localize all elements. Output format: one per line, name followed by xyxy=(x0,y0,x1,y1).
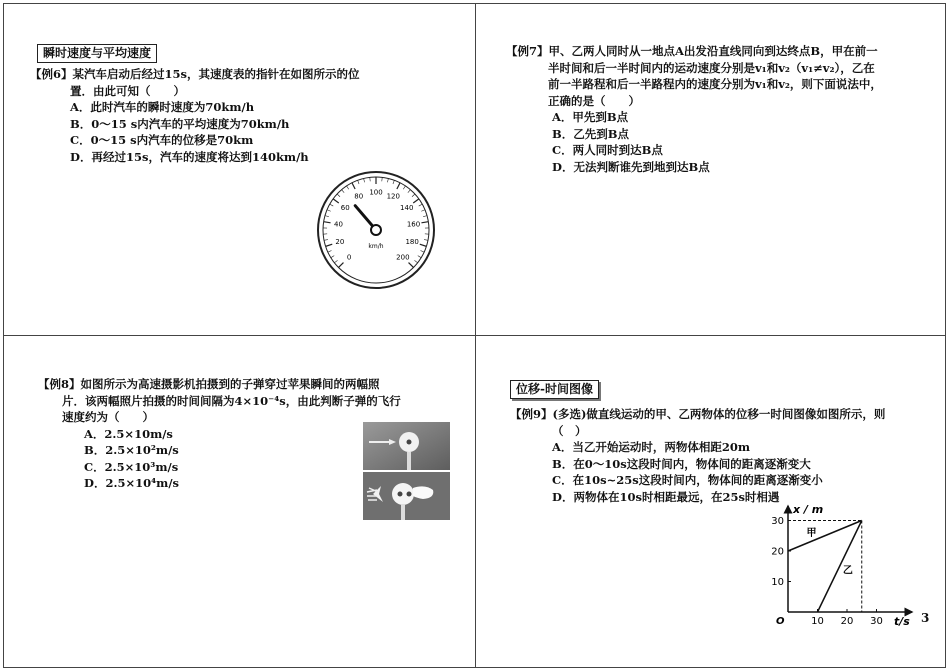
gauge-unit-label: km/h xyxy=(368,243,384,250)
q8-option-a: A．2.5×10m/s xyxy=(84,426,173,441)
section-title-instant-velocity: 瞬时速度与平均速度 xyxy=(37,44,157,63)
x-axis-label: t/s xyxy=(894,615,910,628)
x-tick-label: 10 xyxy=(811,616,824,627)
q6-option-d: D．再经过15s，汽车的速度将达到140km/h xyxy=(70,149,309,164)
q7-stem-line3: 前一半路程和后一半路程内的速度分别为v₁和v₂，则下面说法中， xyxy=(548,77,882,91)
q9-option-c: C．在10s~25s这段时间内，物体间的距离逐渐变小 xyxy=(552,473,823,487)
question-9 xyxy=(510,406,935,505)
q7-stem-line2: 半时间和后一半时间内的运动速度分别是v₁和v₂（v₁≠v₂），乙在 xyxy=(548,60,875,75)
x-tick-label: 20 xyxy=(840,616,854,627)
q9-option-a: A．当乙开始运动时，两物体相距20m xyxy=(552,440,751,454)
q7-stem-line4: 正确的是（ ） xyxy=(548,93,640,108)
q8-stem-line3: 速度约为（ ） xyxy=(62,410,154,424)
x-tick-label: 30 xyxy=(870,616,883,627)
q7-option-c: C．两人同时到达B点 xyxy=(552,143,663,157)
series-line-1 xyxy=(788,521,862,552)
series-label: 甲 xyxy=(806,527,817,539)
q8-option-b: B．2.5×10²m/s xyxy=(84,443,179,457)
q6-option-a: A．此时汽车的瞬时速度为70km/h xyxy=(70,100,255,114)
y-tick-label: 10 xyxy=(771,577,784,588)
q9-stem-line1: 【例9】(多选)做直线运动的甲、乙两物体的位移一时间图像如图所示，则 xyxy=(510,407,886,421)
xt-graph xyxy=(760,500,920,630)
gauge-tick-label: 0 xyxy=(346,253,352,262)
gauge-tick-label: 140 xyxy=(400,204,414,213)
gauge-tick-label: 200 xyxy=(396,253,410,262)
q8-option-c: C．2.5×10³m/s xyxy=(84,459,179,474)
q8-option-d: D．2.5×10⁴m/s xyxy=(84,476,179,490)
q7-option-d: D．无法判断谁先到地到达B点 xyxy=(552,159,710,174)
question-6 xyxy=(30,66,450,165)
q6-option-c: C．0～15 s内汽车的位移是70km xyxy=(70,133,254,147)
series-label: 乙 xyxy=(842,565,853,577)
gauge-tick-label: 120 xyxy=(386,192,400,201)
q7-option-a: A．甲先到B点 xyxy=(552,110,629,124)
gauge-tick-label: 80 xyxy=(354,192,364,201)
series-line-2 xyxy=(818,521,862,613)
speedometer-figure xyxy=(314,168,438,292)
q7-option-b: B．乙先到B点 xyxy=(552,126,629,141)
q9-option-d: D．两物体在10s时相距最远，在25s时相遇 xyxy=(552,489,780,504)
page-number: 3 xyxy=(921,611,930,625)
y-axis-label: x / m xyxy=(793,503,824,516)
gauge-tick-label: 40 xyxy=(334,220,343,229)
q8-stem-line1: 【例8】如图所示为高速摄影机拍摄到的子弹穿过苹果瞬间的两幅照 xyxy=(38,377,380,391)
q6-option-b: B．0～15 s内汽车的平均速度为70km/h xyxy=(70,116,290,131)
gauge-tick-label: 160 xyxy=(406,220,421,229)
section-title-xt-graph: 位移-时间图像 xyxy=(510,380,599,399)
question-7 xyxy=(506,43,926,175)
gauge-tick-label: 20 xyxy=(335,238,345,247)
gauge-tick-label: 180 xyxy=(405,238,419,247)
horizontal-divider xyxy=(3,335,946,336)
q9-stem-line2: （ ） xyxy=(552,423,587,438)
gauge-tick-label: 100 xyxy=(369,188,383,197)
origin-label: O xyxy=(776,616,785,627)
q6-stem-line2: 置．由此可知（ ） xyxy=(70,83,185,98)
y-tick-label: 20 xyxy=(771,546,784,558)
bullet-apple-photo-2 xyxy=(363,472,450,520)
q6-stem-line1: 【例6】某汽车启动后经过15s，其速度表的指针在如图所示的位 xyxy=(30,67,360,81)
y-tick-label: 30 xyxy=(771,516,784,527)
gauge-tick-label: 60 xyxy=(340,204,350,213)
q9-option-b: B．在0～10s这段时间内，物体间的距离逐渐变大 xyxy=(552,456,811,471)
q7-stem-line1: 【例7】甲、乙两人同时从一地点A出发沿直线同向到达终点B，甲在前一 xyxy=(506,44,878,58)
gauge-hub xyxy=(371,225,381,235)
q8-stem-line2: 片．该两幅照片拍摄的时间间隔为4×10⁻⁴s，由此判断子弹的飞行 xyxy=(62,393,401,408)
bullet-apple-photo-1 xyxy=(363,422,450,470)
